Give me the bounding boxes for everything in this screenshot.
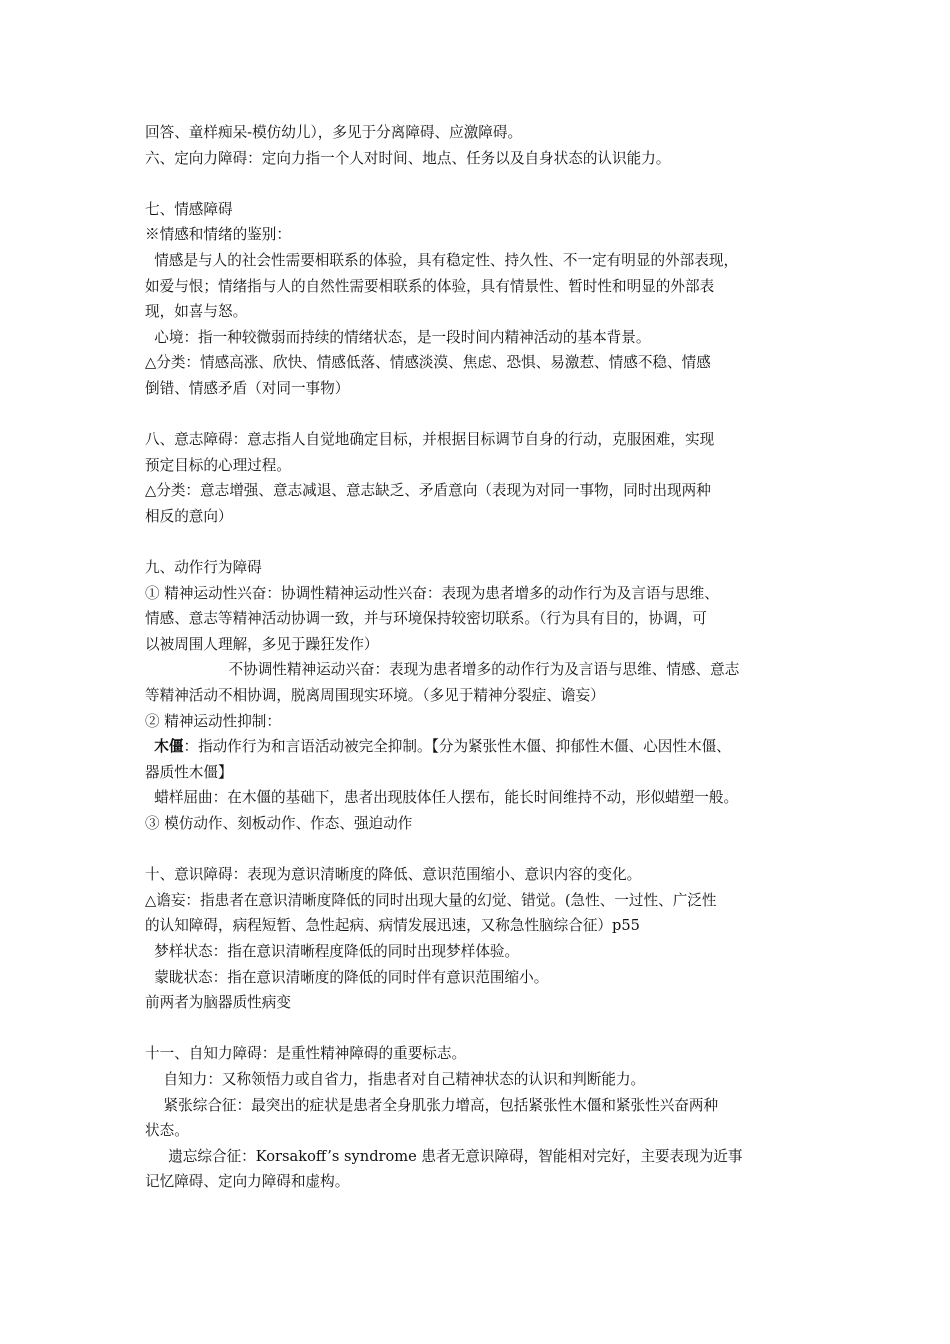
blank-line [145, 1016, 825, 1042]
text-line: 情感是与人的社会性需要相联系的体验，具有稳定性、持久性、不一定有明显的外部表现， [145, 251, 739, 269]
section-heading: 九、动作行为障碍 [145, 559, 262, 577]
blank-line [145, 837, 825, 863]
text-line: ③ 模仿动作、刻板动作、作态、强迫动作 [145, 815, 413, 833]
document-page [145, 120, 825, 1195]
stupor-definition: ：指动作行为和言语活动被完全抑制。【分为紧张性木僵、抑郁性木僵、心因性木僵、 [183, 738, 731, 756]
text-line: 倒错、情感矛盾（对同一事物） [145, 379, 350, 397]
stupor-term: 木僵 [154, 738, 184, 756]
stupor-indent [145, 738, 154, 755]
text-line: 状态。 [145, 1122, 189, 1140]
text-line: 的认知障碍，病程短暂、急性起病、病情发展迅速，又称急性脑综合征）p55 [145, 917, 640, 935]
text-line: 记忆障碍、定向力障碍和虚构。 [145, 1173, 350, 1191]
text-line: 蜡样屈曲：在木僵的基础下，患者出现肢体任人摆布，能长时间维持不动，形似蜡塑一般。 [145, 789, 739, 807]
text-line: 紧张综合征：最突出的症状是患者全身肌张力增高，包括紧张性木僵和紧张性兴奋两种 [145, 1096, 719, 1114]
text-line: ※情感和情绪的鉴别： [145, 226, 291, 244]
blank-line [145, 402, 825, 428]
text-line: ② 精神运动性抑制： [145, 712, 281, 730]
text-line: △分类：意志增强、意志减退、意志缺乏、矛盾意向（表现为对同一事物，同时出现两种 [145, 482, 711, 500]
text-line: 器质性木僵】 [145, 763, 233, 781]
text-line: ① 精神运动性兴奋：协调性精神运动性兴奋：表现为患者增多的动作行为及言语与思维、 [145, 584, 719, 602]
blank-line [145, 530, 825, 556]
text-line: 遗忘综合征：Korsakoff’s syndrome 患者无意识障碍，智能相对完好，主要表现为近事 [145, 1147, 743, 1165]
section-heading: 七、情感障碍 [145, 200, 233, 218]
text-line: 以被周围人理解，多见于躁狂发作） [145, 635, 379, 653]
section-heading: 十、意识障碍：表现为意识清晰度的降低、意识范围缩小、意识内容的变化。 [145, 866, 642, 884]
section-heading: 八、意志障碍：意志指人自觉地确定目标，并根据目标调节自身的行动，克服困难，实现 [145, 431, 715, 449]
text-line: 预定目标的心理过程。 [145, 456, 291, 474]
text-line: 六、定向力障碍：定向力指一个人对时间、地点、任务以及自身状态的认识能力。 [145, 149, 671, 167]
blank-line [145, 171, 825, 197]
section-heading: 十一、自知力障碍：是重性精神障碍的重要标志。 [145, 1045, 467, 1063]
text-line: △分类：情感高涨、欣快、情感低落、情感淡漠、焦虑、恐惧、易激惹、情感不稳、情感 [145, 354, 711, 372]
text-line: △谵妄：指患者在意识清晰度降低的同时出现大量的幻觉、错觉。(急性、一过性、广泛性 [145, 891, 717, 909]
text-line: 前两者为脑器质性病变 [145, 994, 291, 1012]
text-line: 回答、童样痴呆-模仿幼儿），多见于分离障碍、应激障碍。 [145, 124, 523, 141]
text-line: 蒙眬状态：指在意识清晰度的降低的同时伴有意识范围缩小。 [145, 968, 549, 986]
stupor-line [145, 734, 825, 760]
text-line: 情感、意志等精神活动协调一致，并与环境保持较密切联系。（行为具有目的，协调，可 [145, 610, 707, 628]
text-line: 自知力：又称领悟力或自省力，指患者对自己精神状态的认识和判断能力。 [145, 1070, 646, 1088]
text-line: 梦样状态：指在意识清晰程度降低的同时出现梦样体验。 [145, 943, 520, 960]
text-line: 现，如喜与怒。 [145, 303, 248, 321]
text-line: 不协调性精神运动兴奋：表现为患者增多的动作行为及言语与思维、情感、意志 [145, 661, 740, 679]
text-line: 相反的意向） [145, 507, 233, 525]
text-line: 如爱与恨；情绪指与人的自然性需要相联系的体验，具有情景性、暂时性和明显的外部表 [145, 277, 715, 295]
text-line: 等精神活动不相协调，脱离周围现实环境。（多见于精神分裂症、谵妄） [145, 687, 605, 705]
text-line: 心境：指一种较微弱而持续的情绪状态，是一段时间内精神活动的基本背景。 [145, 328, 651, 346]
